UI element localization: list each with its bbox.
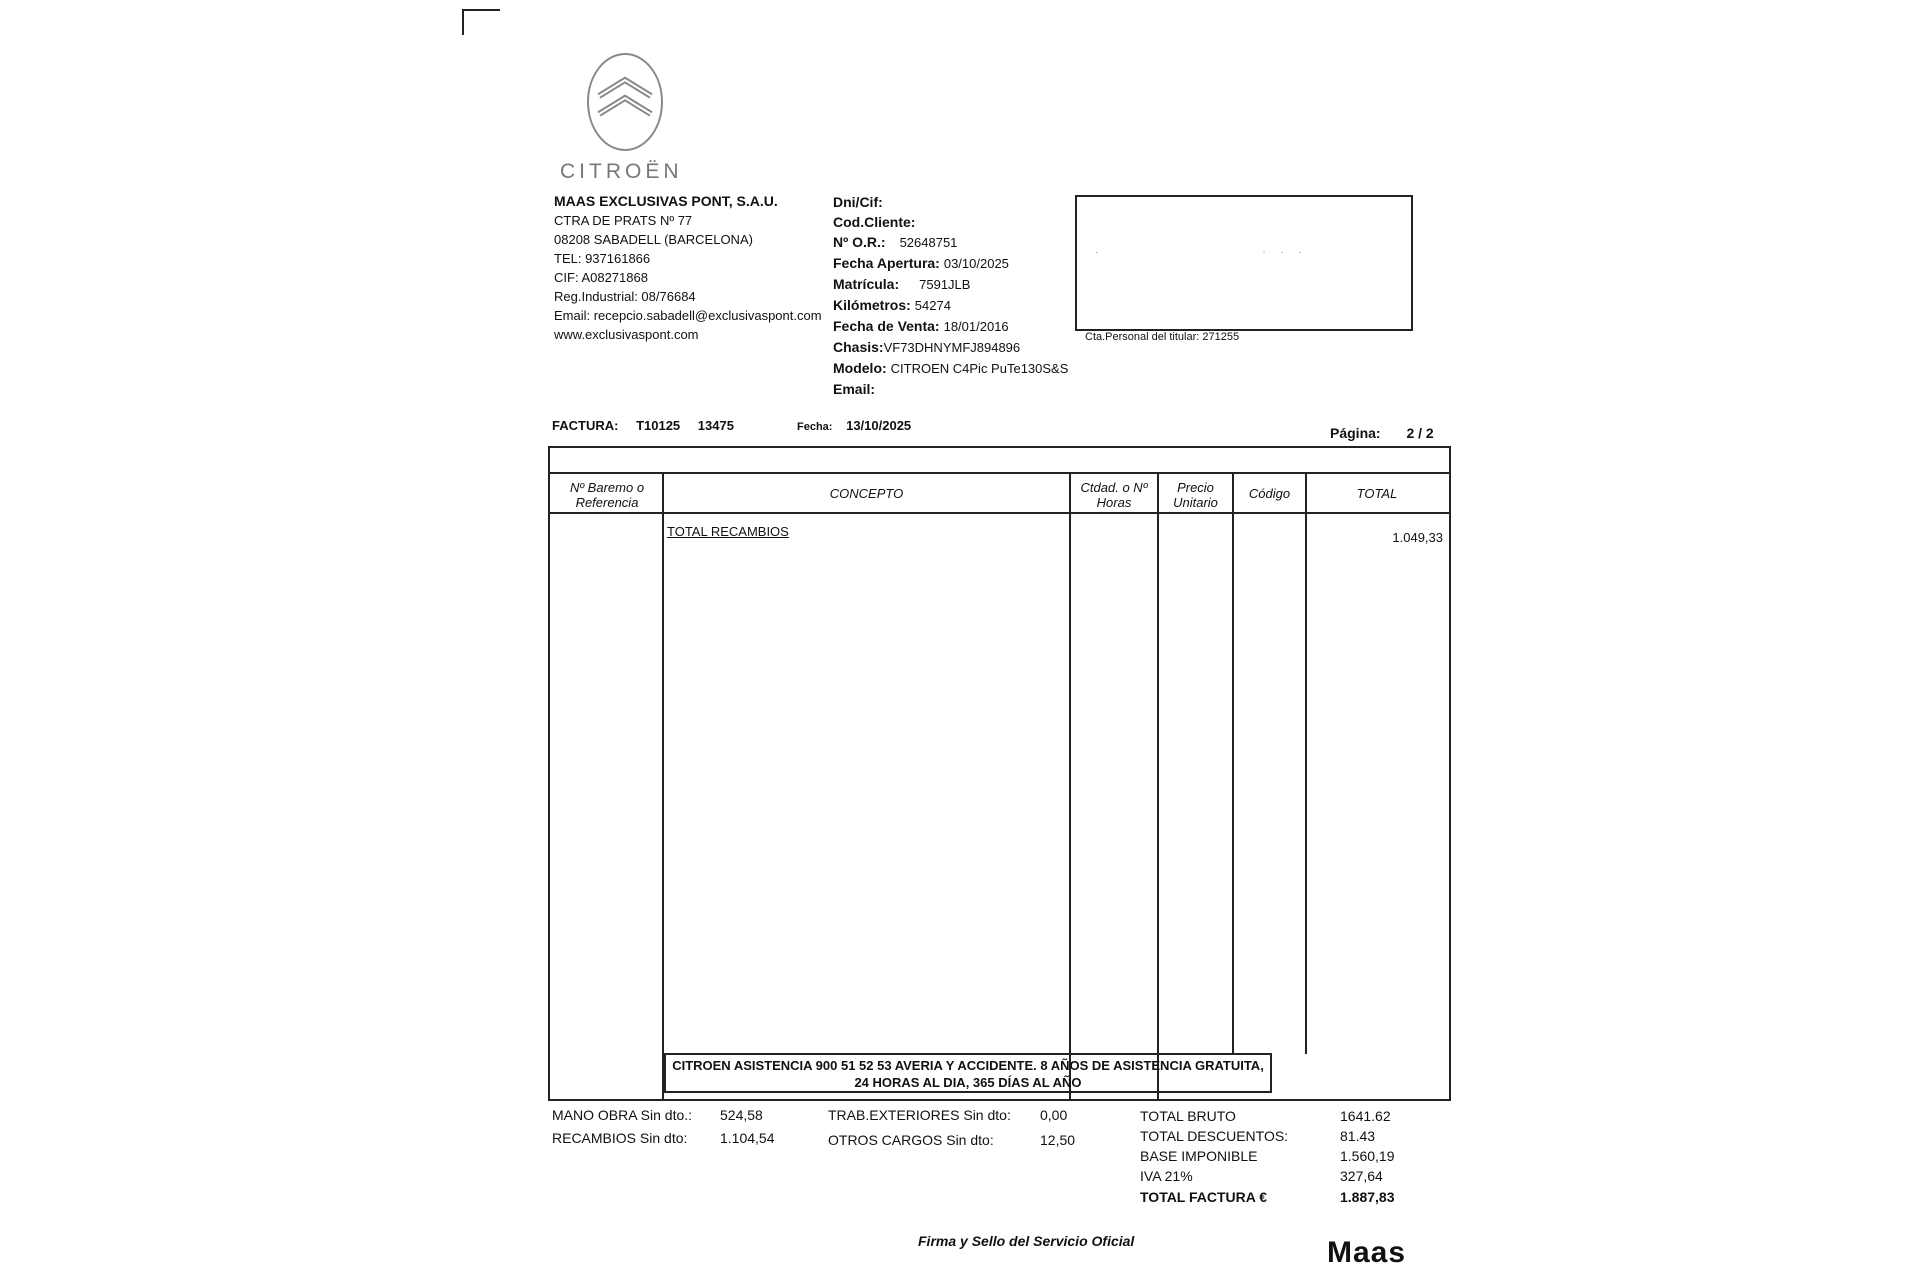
dealer-email: Email: recepcio.sabadell@exclusivaspont.com [554, 308, 822, 323]
descuentos-value: 81.43 [1340, 1128, 1376, 1144]
dealer-info [554, 192, 822, 344]
chasis-value: VF73DHNYMFJ894896 [883, 340, 1021, 355]
page-indicator [1330, 425, 1434, 441]
chasis-label: Chasis: [833, 339, 884, 355]
header-divider [550, 512, 1449, 514]
bruto-label: TOTAL BRUTO [1140, 1108, 1236, 1124]
recambios-label: RECAMBIOS Sin dto: [552, 1130, 688, 1146]
header-precio: Precio Unitario [1173, 480, 1218, 510]
factura-label: FACTURA: [552, 418, 619, 433]
dealer-address2: 08208 SABADELL (BARCELONA) [554, 232, 753, 247]
venta-label: Fecha de Venta: [833, 318, 940, 334]
invoice-table [548, 472, 1451, 1101]
apertura-label: Fecha Apertura: [833, 255, 940, 271]
header-codigo: Código [1248, 486, 1291, 501]
base-value: 1.560,19 [1340, 1148, 1395, 1164]
bruto-value: 1641.62 [1340, 1108, 1391, 1124]
email-label: Email: [833, 381, 876, 397]
total-label: TOTAL FACTURA € [1140, 1189, 1268, 1205]
header-concepto: CONCEPTO [829, 486, 904, 501]
matricula-value: 7591JLB [919, 277, 971, 292]
col-divider [1157, 474, 1159, 1099]
cod-cliente-label: Cod.Cliente: [833, 214, 916, 230]
or-value: 52648751 [899, 235, 958, 250]
modelo-value: CITROEN C4Pic PuTe130S&S [890, 361, 1069, 376]
invoice-date [797, 418, 911, 433]
cta-personal: Cta.Personal del titular: 271255 [1085, 331, 1240, 343]
iva-label: IVA 21% [1140, 1168, 1193, 1184]
col-divider [1069, 474, 1071, 1099]
descuentos-label: TOTAL DESCUENTOS: [1140, 1128, 1289, 1144]
dni-label: Dni/Cif: [833, 194, 883, 210]
recambios-value: 1.104,54 [720, 1130, 775, 1146]
invoice-number [552, 418, 748, 433]
dealer-reg: Reg.Industrial: 08/76684 [554, 289, 696, 304]
assistance-notice [664, 1053, 1272, 1093]
base-label: BASE IMPONIBLE [1140, 1148, 1258, 1164]
notice-line1: CITROEN ASISTENCIA 900 51 52 53 AVERIA Y ACCIDENTE. 8 AÑOS DE ASISTENCIA GRATUITA, [672, 1058, 1264, 1073]
total-value: 1.887,83 [1340, 1189, 1395, 1205]
table-top-bar [548, 446, 1451, 474]
header-ref: Nº Baremo o Referencia [569, 480, 645, 510]
or-label: Nº O.R.: [833, 234, 886, 250]
fecha-value: 13/10/2025 [846, 418, 912, 433]
mano-obra-value: 524,58 [720, 1107, 763, 1123]
trab-ext-label: TRAB.EXTERIORES Sin dto: [828, 1107, 1011, 1123]
modelo-label: Modelo: [833, 360, 887, 376]
mano-obra-label: MANO OBRA Sin dto.: [552, 1107, 693, 1123]
row-total: 1.049,33 [1392, 530, 1443, 545]
dealer-tel: TEL: 937161866 [554, 251, 651, 266]
signature-label: Firma y Sello del Servicio Oficial [918, 1233, 1135, 1249]
scan-corner-mark [462, 9, 500, 35]
brand-wordmark: CITROËN [560, 160, 683, 183]
col-divider [662, 474, 664, 1099]
dealer-web: www.exclusivaspont.com [554, 327, 699, 342]
factura-serie: T10125 [636, 418, 681, 433]
redacted-client-data: · · · · [1095, 247, 1308, 258]
iva-value: 327,64 [1340, 1168, 1383, 1184]
matricula-label: Matrícula: [833, 276, 900, 292]
dealer-name: MAAS EXCLUSIVAS PONT, S.A.U. [554, 193, 778, 209]
venta-value: 18/01/2016 [943, 319, 1009, 334]
fecha-label: Fecha: [797, 421, 833, 433]
factura-num: 13475 [697, 418, 734, 433]
dealer-cif: CIF: A08271868 [554, 270, 648, 285]
otros-label: OTROS CARGOS Sin dto: [828, 1132, 994, 1148]
client-address-box [1075, 195, 1413, 331]
vehicle-info [833, 192, 1068, 399]
citroen-logo-icon [585, 52, 665, 162]
apertura-value: 03/10/2025 [943, 256, 1009, 271]
notice-line2: 24 HORAS AL DIA, 365 DÍAS AL AÑO [854, 1075, 1082, 1090]
km-label: Kilómetros: [833, 297, 911, 313]
row-concept: TOTAL RECAMBIOS [667, 524, 789, 539]
pagina-label: Página: [1330, 425, 1381, 441]
header-total: TOTAL [1356, 486, 1398, 501]
maas-logo: Maas [1327, 1236, 1407, 1269]
pagina-value: 2 / 2 [1406, 425, 1434, 441]
km-value: 54274 [914, 298, 951, 313]
col-divider [1232, 474, 1234, 1054]
header-cantidad: Ctdad. o Nº Horas [1080, 480, 1148, 510]
otros-value: 12,50 [1040, 1132, 1076, 1148]
trab-ext-value: 0,00 [1040, 1107, 1068, 1123]
col-divider [1305, 474, 1307, 1054]
dealer-address1: CTRA DE PRATS Nº 77 [554, 213, 693, 228]
